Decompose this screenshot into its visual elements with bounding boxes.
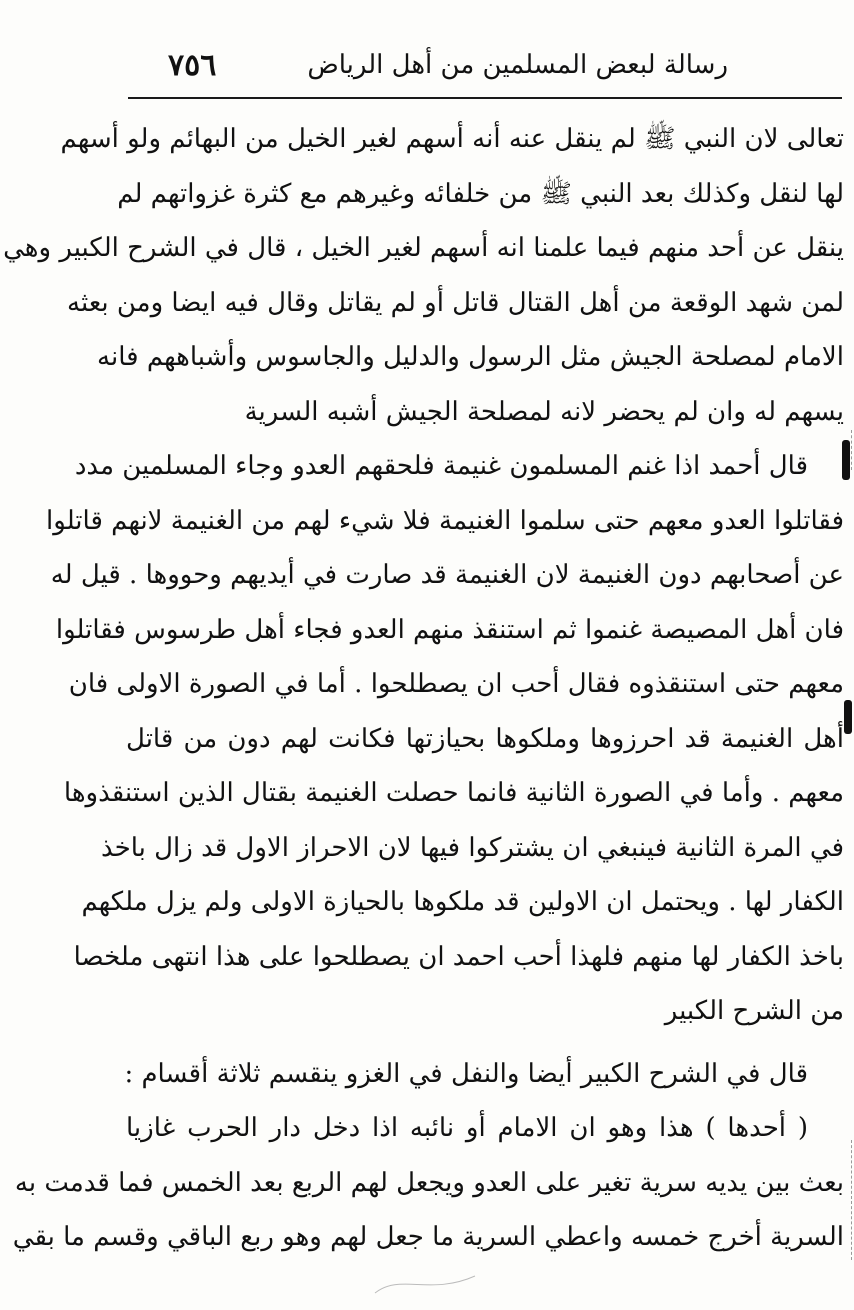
- text-line: يسهم له وان لم يحضر لانه لمصلحة الجيش أشبه السرية: [244, 396, 844, 427]
- page-header: [128, 40, 840, 96]
- text-line: عن أصحابهم دون الغنيمة لان الغنيمة قد صارت في أيديهم وحووها . قيل له: [50, 560, 844, 590]
- text-line: فان أهل المصيصة غنموا ثم استنقذ منهم العدو فجاء أهل طرسوس فقاتلوا: [55, 614, 844, 645]
- paper-damage: [837, 430, 852, 470]
- text-line: ينقل عن أحد منهم فيما علمنا انه أسهم لغير الخيل ، قال في الشرح الكبير وهي: [3, 233, 844, 263]
- text-line: ( أحدها ) هذا وهو ان الامام أو نائبه اذا دخل دار الحرب غازيا: [126, 1113, 808, 1143]
- running-title: رسالة لبعض المسلمين من أهل الرياض: [307, 50, 728, 80]
- paragraph-first-line: قال أحمد اذا غنم المسلمون غنيمة فلحقهم العدو وجاء المسلمين مدد: [74, 451, 808, 481]
- text-line: لها لنقل وكذلك بعد النبي ﷺ من خلفائه وغيرهم مع كثرة غزواتهم لم: [117, 178, 844, 209]
- page-edge-mark: [844, 700, 852, 734]
- page-number: ٧٥٦: [168, 48, 217, 83]
- text-line: أهل الغنيمة قد احرزوها وملكوها بحيازتها فكانت لهم دون من قاتل: [126, 723, 844, 754]
- text-line: معهم حتى استنقذوه فقال أحب ان يصطلحوا . أما في الصورة الاولى فان: [68, 669, 844, 699]
- text-line: في المرة الثانية فينبغي ان يشتركوا فيها لان الاحراز الاول قد زال باخذ: [101, 832, 844, 863]
- text-line: السرية أخرج خمسه واعطي السرية ما جعل لهم وهو ربع الباقي وقسم ما بقي: [12, 1222, 844, 1252]
- text-line: تعالى لان النبي ﷺ لم ينقل عنه أنه أسهم لغير الخيل من البهائم ولو أسهم: [60, 124, 844, 154]
- body-text: [3, 112, 844, 1265]
- paragraph-first-line: قال في الشرح الكبير أيضا والنفل في الغزو ينقسم ثلاثة أقسام :: [124, 1058, 808, 1089]
- paragraph-gap: [126, 1039, 844, 1047]
- text-line: معهم . وأما في الصورة الثانية فانما حصلت الغنيمة بقتال الذين استنقذوها: [63, 778, 844, 808]
- text-line: فقاتلوا العدو معهم حتى سلموا الغنيمة فلا شيء لهم من الغنيمة لانهم قاتلوا: [46, 505, 844, 536]
- text-line: الامام لمصلحة الجيش مثل الرسول والدليل والجاسوس وأشباههم فانه: [97, 342, 844, 372]
- paper-damage: [837, 1140, 852, 1260]
- text-line: الكفار لها . ويحتمل ان الاولين قد ملكوها بالحيازة الاولى ولم يزل ملكهم: [81, 887, 844, 917]
- text-line: باخذ الكفار لها منهم فلهذا أحب احمد ان يصطلحوا على هذا انتهى ملخصا: [73, 941, 844, 972]
- text-line: من الشرح الكبير: [664, 996, 844, 1026]
- header-rule: [128, 97, 842, 99]
- text-line: لمن شهد الوقعة من أهل القتال قاتل أو لم يقاتل وقال فيه ايضا ومن بعثه: [67, 287, 844, 318]
- ink-smudge: [370, 1268, 480, 1298]
- text-line: بعث بين يديه سرية تغير على العدو ويجعل لهم الربع بعد الخمس فما قدمت به: [14, 1167, 844, 1198]
